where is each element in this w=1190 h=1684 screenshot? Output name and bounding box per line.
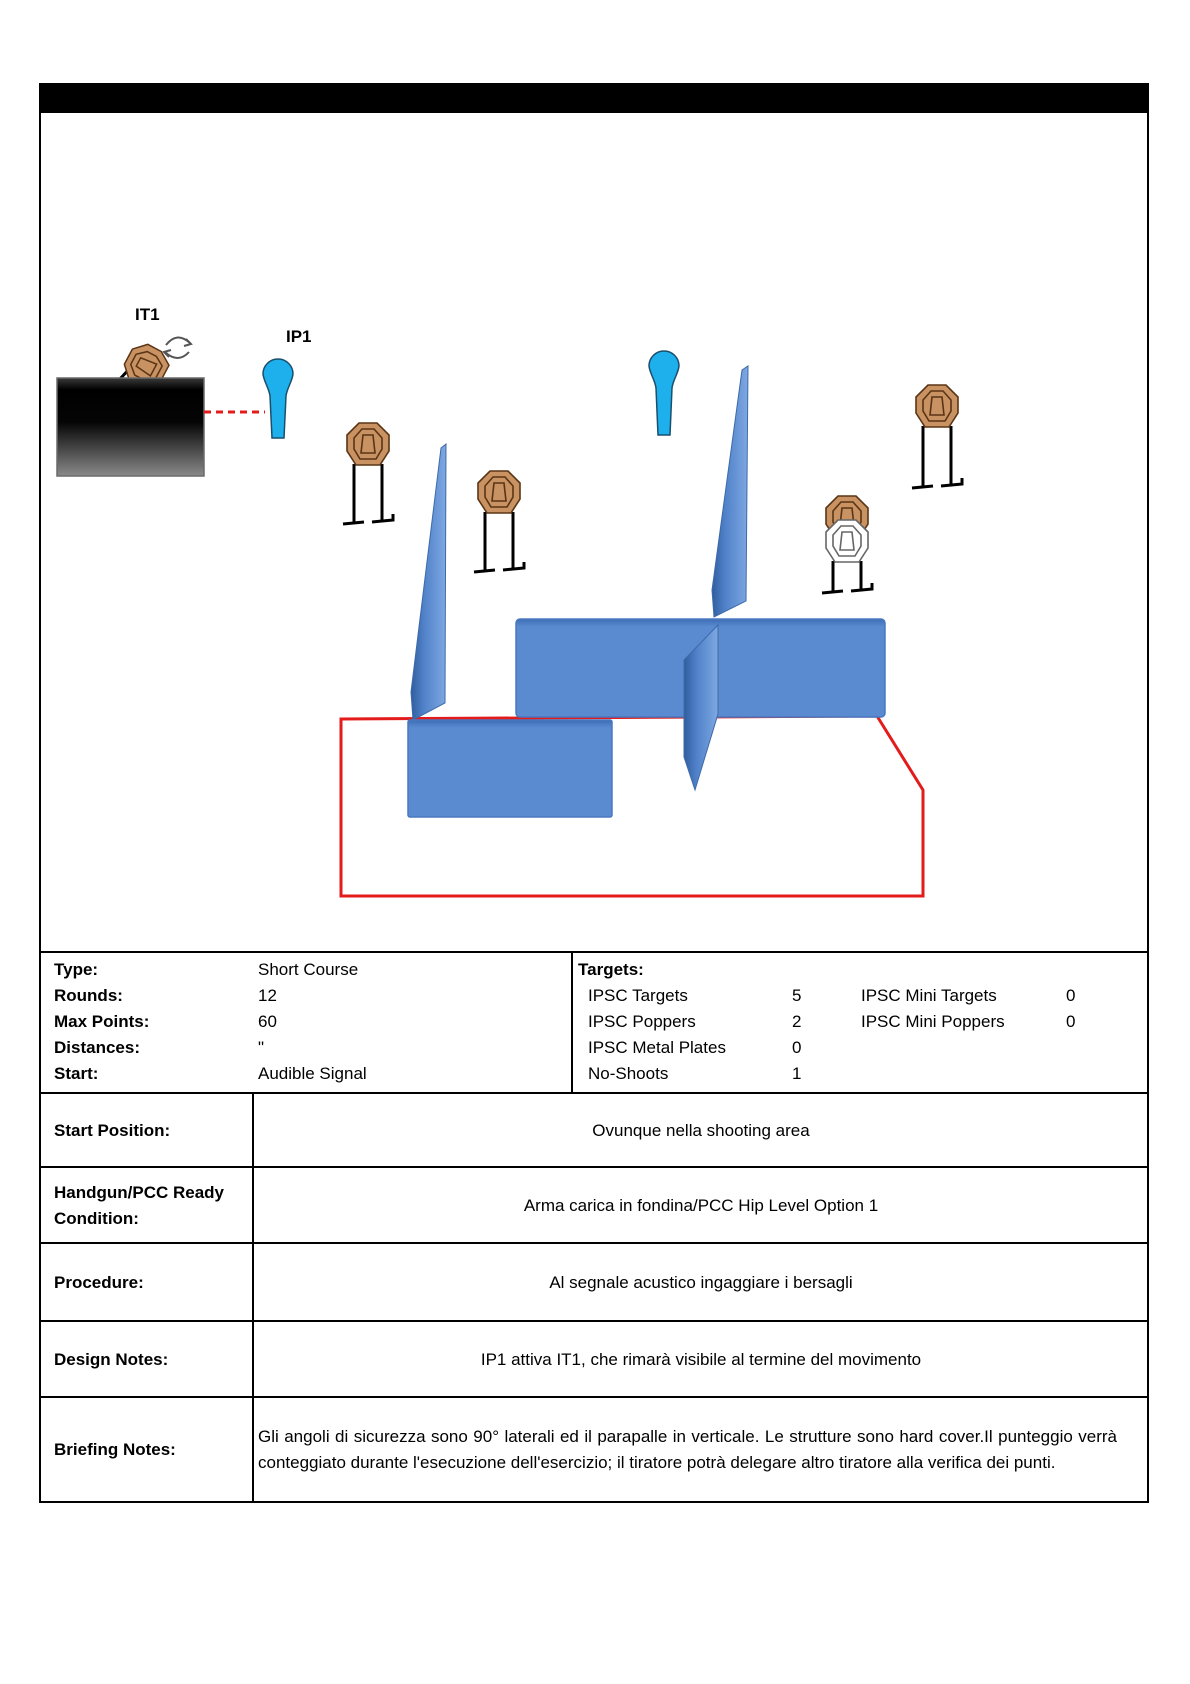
design-notes-value: IP1 attiva IT1, che rimarà visibile al termine del movimento <box>480 1349 922 1369</box>
rounds-value: 12 <box>258 986 277 1005</box>
max-points-value: 60 <box>258 1012 277 1031</box>
target-type-label: IPSC Targets <box>588 986 688 1005</box>
target-count: 2 <box>792 1012 802 1031</box>
design-notes-label: Design Notes: <box>54 1349 169 1369</box>
ready-condition-label: Handgun/PCC Ready Condition: <box>54 1182 225 1228</box>
start-position-label: Start Position: <box>54 1120 171 1140</box>
divider <box>571 952 573 1093</box>
rounds-label: Rounds: <box>54 986 123 1005</box>
ready-condition-value: Arma carica in fondina/PCC Hip Level Option 1 <box>523 1195 879 1215</box>
target-count: 0 <box>792 1038 802 1057</box>
target-count: 5 <box>792 986 802 1005</box>
wall-panel <box>411 444 446 720</box>
info-labels <box>54 957 149 1087</box>
procedure-label: Procedure: <box>54 1272 144 1292</box>
target-type-label: IPSC Poppers <box>588 1012 696 1031</box>
divider <box>39 1166 1149 1168</box>
target-count: 1 <box>792 1064 802 1083</box>
mini-target-count-list <box>1066 983 1075 1035</box>
barricade <box>408 720 612 817</box>
divider <box>39 1242 1149 1244</box>
ipsc-target <box>912 385 962 488</box>
ipsc-target <box>343 423 393 524</box>
rotation-arrow-icon <box>164 337 191 358</box>
divider <box>39 1396 1149 1398</box>
mini-target-type-list <box>861 983 1005 1035</box>
it1-label: IT1 <box>135 305 160 324</box>
start-position-value: Ovunque nella shooting area <box>592 1120 810 1140</box>
wall-panel <box>712 366 748 617</box>
briefing-notes-label: Briefing Notes: <box>54 1440 176 1459</box>
target-count-list <box>792 983 801 1087</box>
ipsc-target <box>474 471 524 572</box>
distances-label: Distances: <box>54 1038 140 1057</box>
divider <box>39 1320 1149 1322</box>
popper <box>649 351 679 435</box>
max-points-label: Max Points: <box>54 1012 150 1031</box>
target-count: 0 <box>1066 986 1076 1005</box>
info-values <box>258 957 367 1087</box>
ip1-label: IP1 <box>286 327 312 346</box>
black-box <box>57 378 204 476</box>
target-type-label: No-Shoots <box>588 1064 669 1083</box>
start-label: Start: <box>54 1064 99 1083</box>
start-value: Audible Signal <box>258 1064 367 1083</box>
procedure-value: Al segnale acustico ingaggiare i bersagli <box>549 1272 853 1292</box>
popper-ip1 <box>263 359 293 438</box>
target-type-list <box>588 983 726 1087</box>
distances-value: " <box>258 1038 265 1057</box>
targets-heading: Targets: <box>578 960 644 979</box>
target-type-label: IPSC Mini Poppers <box>861 1012 1005 1031</box>
target-type-label: IPSC Mini Targets <box>861 986 997 1005</box>
type-value: Short Course <box>258 960 359 979</box>
type-label: Type: <box>54 960 99 979</box>
target-count: 0 <box>1066 1012 1076 1031</box>
divider <box>39 1092 1149 1094</box>
target-type-label: IPSC Metal Plates <box>588 1038 726 1057</box>
no-shoot-target <box>822 520 872 593</box>
briefing-notes-value: Gli angoli di sicurezza sono 90° laterali ed il parapalle in verticale. Le strutture sono hard cover.Il punteggio verrà conteggiato durante l'esecuzione dell'esercizio; il tiratore potrà delegare altro tiratore alla verifica dei punti. <box>258 1427 1117 1472</box>
